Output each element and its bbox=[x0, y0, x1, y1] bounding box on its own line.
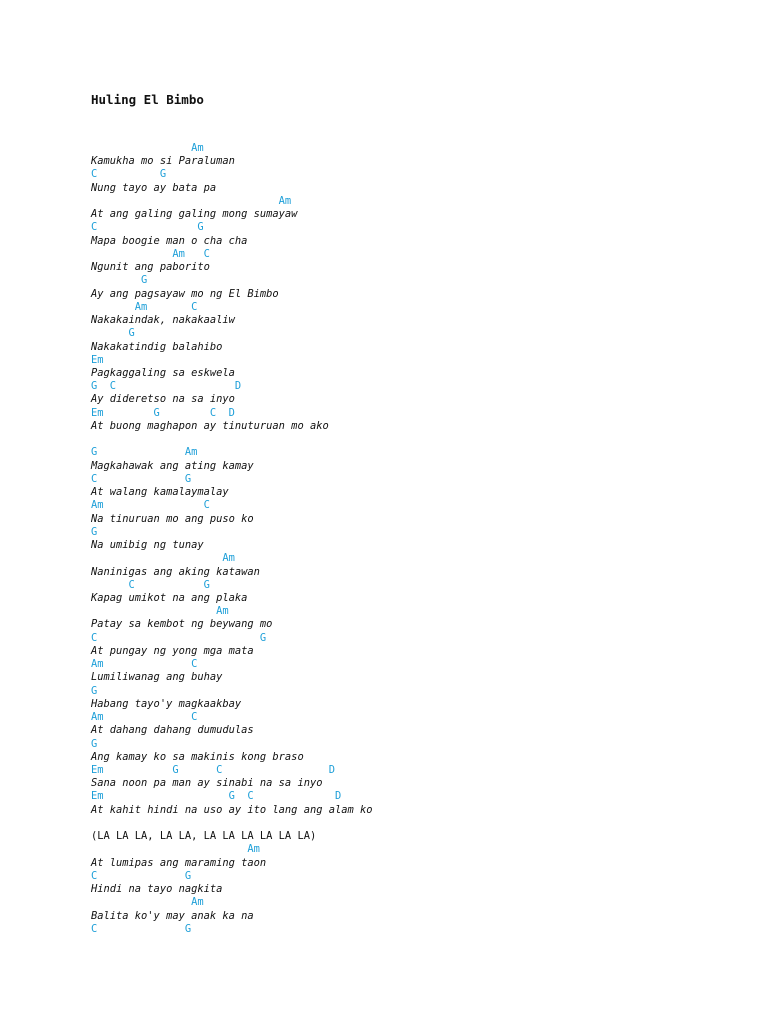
lyric-line: At ang galing galing mong sumayaw bbox=[91, 208, 298, 221]
lyric-line: Ngunit ang paborito bbox=[91, 261, 210, 274]
lyric-line: Pagkaggaling sa eskwela bbox=[91, 366, 235, 379]
lyric-line: Ay dideretso na sa inyo bbox=[91, 393, 235, 406]
chord-line: G bbox=[91, 684, 98, 697]
chord-line: C G bbox=[91, 472, 192, 485]
chord-line: G bbox=[91, 274, 148, 287]
chord-line: C G bbox=[91, 168, 167, 181]
lyric-line: Hindi na tayo nagkita bbox=[91, 883, 223, 896]
lyric-line: At walang kamalaymalay bbox=[91, 486, 229, 499]
chord-line: Em G C D bbox=[91, 790, 342, 803]
song-sheet bbox=[91, 93, 751, 936]
chord-line: Am C bbox=[91, 499, 210, 512]
chord-line: C G bbox=[91, 869, 192, 882]
chord-line: Am bbox=[91, 194, 292, 207]
chord-line: G Am bbox=[91, 446, 198, 459]
lyric-line: Nakakatindig balahibo bbox=[91, 340, 223, 353]
chord-line: Am bbox=[91, 843, 260, 856]
lyric-line: Ang kamay ko sa makinis kong braso bbox=[91, 750, 304, 763]
chord-line: Am C bbox=[91, 300, 198, 313]
lyric-line: Nung tayo ay bata pa bbox=[91, 181, 217, 194]
chord-line: G bbox=[91, 737, 98, 750]
lyric-line: Magkahawak ang ating kamay bbox=[91, 459, 254, 472]
lyric-line: Na umibig ng tunay bbox=[91, 539, 204, 552]
lyric-line: Ay ang pagsayaw mo ng El Bimbo bbox=[91, 287, 279, 300]
chord-line: Am bbox=[91, 552, 235, 565]
lyric-line: Sana noon pa man ay sinabi na sa inyo bbox=[91, 777, 323, 790]
chord-line: Em G C D bbox=[91, 764, 335, 777]
lyric-line: Lumiliwanag ang buhay bbox=[91, 671, 223, 684]
lyric-line: Balita ko'y may anak ka na bbox=[91, 909, 254, 922]
blank-line bbox=[91, 433, 751, 446]
lyric-line: At dahang dahang dumudulas bbox=[91, 724, 254, 737]
lyric-line: Habang tayo'y magkaakbay bbox=[91, 697, 242, 710]
lyric-line: Patay sa kembot ng beywang mo bbox=[91, 618, 273, 631]
chord-line: G bbox=[91, 525, 98, 538]
chord-line: C G bbox=[91, 578, 210, 591]
lyric-line: At buong maghapon ay tinuturuan mo ako bbox=[91, 419, 329, 432]
lyric-line: Naninigas ang aking katawan bbox=[91, 565, 260, 578]
chord-line: Em G C D bbox=[91, 406, 235, 419]
refrain-line: (LA LA LA, LA LA, LA LA LA LA LA LA) bbox=[91, 830, 317, 843]
chord-line: Am C bbox=[91, 711, 198, 724]
song-title: Huling El Bimbo bbox=[91, 92, 204, 107]
lyric-line: Mapa boogie man o cha cha bbox=[91, 234, 248, 247]
chord-line: Am C bbox=[91, 658, 198, 671]
lyric-line: At lumipas ang maraming taon bbox=[91, 856, 267, 869]
chord-line: C G bbox=[91, 922, 192, 935]
lyric-line: At kahit hindi na uso ay ito lang ang alam ko bbox=[91, 803, 373, 816]
lyric-line: Kamukha mo si Paraluman bbox=[91, 155, 235, 168]
chord-line: C G bbox=[91, 221, 204, 234]
lyric-line: Kapag umikot na ang plaka bbox=[91, 591, 248, 604]
blank-line bbox=[91, 817, 751, 830]
lyric-line: At pungay ng yong mga mata bbox=[91, 644, 254, 657]
lyric-line: Na tinuruan mo ang puso ko bbox=[91, 512, 254, 525]
chord-line: Am C bbox=[91, 247, 210, 260]
chord-line: C G bbox=[91, 631, 267, 644]
lyric-line: Nakakaindak, nakakaaliw bbox=[91, 314, 235, 327]
chord-line: Am bbox=[91, 605, 229, 618]
chord-line: Am bbox=[91, 142, 204, 154]
chord-line: Em bbox=[91, 353, 104, 366]
chord-line: G bbox=[91, 327, 135, 340]
chord-line: Am bbox=[91, 896, 204, 909]
chord-line: G C D bbox=[91, 380, 242, 393]
song-body bbox=[91, 142, 751, 936]
